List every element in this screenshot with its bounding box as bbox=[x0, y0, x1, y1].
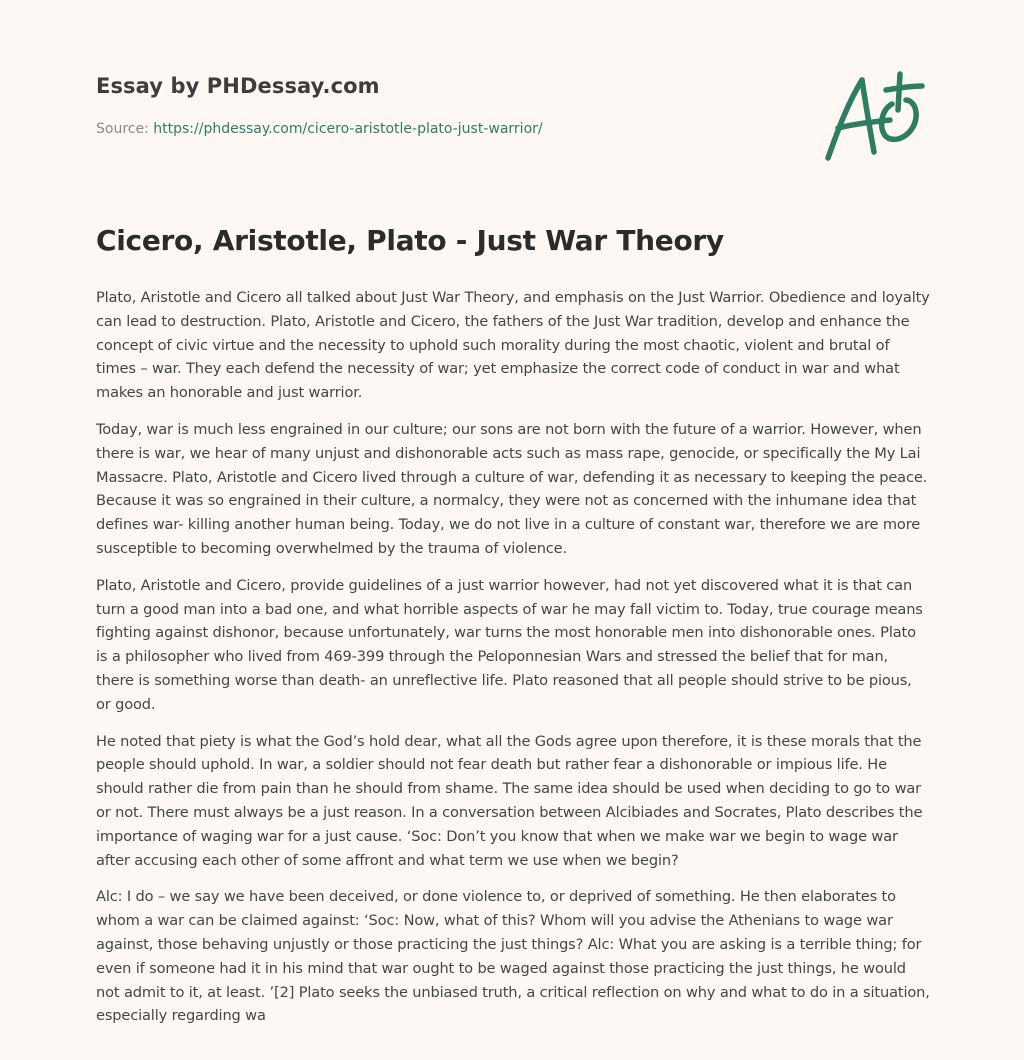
essay-paragraph: Alc: I do – we say we have been deceived, or done violence to, or deprived of something. He then elaborates to whom a war can be claimed against: ‘Soc: Now, what of this? Whom will you advise the Athenians to wage war against, those behaving unjustly or those practicing the just things? Alc: What you are asking is a terrible thing; for even if someone had it in his mind that war ought to be waged against those practicing the just things, he would not admit to it, at least. ’[2] Plato seeks the unbiased truth, a critical reflection on why and what to do in a situation, especially regarding wa bbox=[96, 888, 930, 1025]
source-line bbox=[96, 121, 796, 137]
source-label: Source: bbox=[96, 121, 149, 137]
essay-header bbox=[96, 74, 796, 137]
essay-title: Cicero, Aristotle, Plato - Just War Theory bbox=[96, 224, 724, 257]
a-plus-grade-icon bbox=[822, 66, 926, 166]
essay-body bbox=[96, 286, 930, 1041]
essay-paragraph: Plato, Aristotle and Cicero all talked about Just War Theory, and emphasis on the Just Warrior. Obedience and loyalty can lead to destruction. Plato, Aristotle and Cicero, the fathers of the Just War tradition, develop and enhance the concept of civic virtue and the necessity to uphold such morality during the most chaotic, violent and brutal of times – war. They each defend the necessity of war; yet emphasize the correct code of conduct in war and what makes an honorable and just warrior. bbox=[96, 289, 930, 402]
essay-paragraph: He noted that piety is what the God’s hold dear, what all the Gods agree upon therefore, it is these morals that the people should uphold. In war, a soldier should not fear death but rather fear a dishonorable or impious life. He should rather die from pain than he should from shame. The same idea should be used when deciding to go to war or not. There must always be a just reason. In a conversation between Alcibiades and Socrates, Plato describes the importance of waging war for a just cause. ‘Soc: Don’t you know that when we make war we begin to wage war after accusing each other of some affront and what term we use when we begin? bbox=[96, 732, 923, 869]
source-link[interactable]: https://phdessay.com/cicero-aristotle-plato-just-warrior/ bbox=[153, 121, 543, 137]
site-title: Essay by PHDessay.com bbox=[96, 74, 380, 98]
essay-paragraph: Plato, Aristotle and Cicero, provide guidelines of a just warrior however, had not yet discovered what it is that can turn a good man into a bad one, and what horrible aspects of war he may fall victim to. Today, true courage means fighting against dishonor, because unfortunately, war turns the most honorable men into dishonorable ones. Plato is a philosopher who lived from 469-399 through the Peloponnesian Wars and stressed the belief that for man, there is something worse than death- an unreflective life. Plato reasoned that all people should strive to be pious, or good. bbox=[96, 576, 923, 713]
essay-paragraph: Today, war is much less engrained in our culture; our sons are not born with the future of a warrior. However, when there is war, we hear of many unjust and dishonorable acts such as mass rape, genocide, or specifically the My Lai Massacre. Plato, Aristotle and Cicero lived through a culture of war, defending it as necessary to keeping the peace. Because it was so engrained in their culture, a normalcy, they were not as concerned with the inhumane idea that defines war- killing another human being. Today, we do not live in a culture of constant war, therefore we are more susceptible to becoming overwhelmed by the trauma of violence. bbox=[96, 420, 928, 557]
